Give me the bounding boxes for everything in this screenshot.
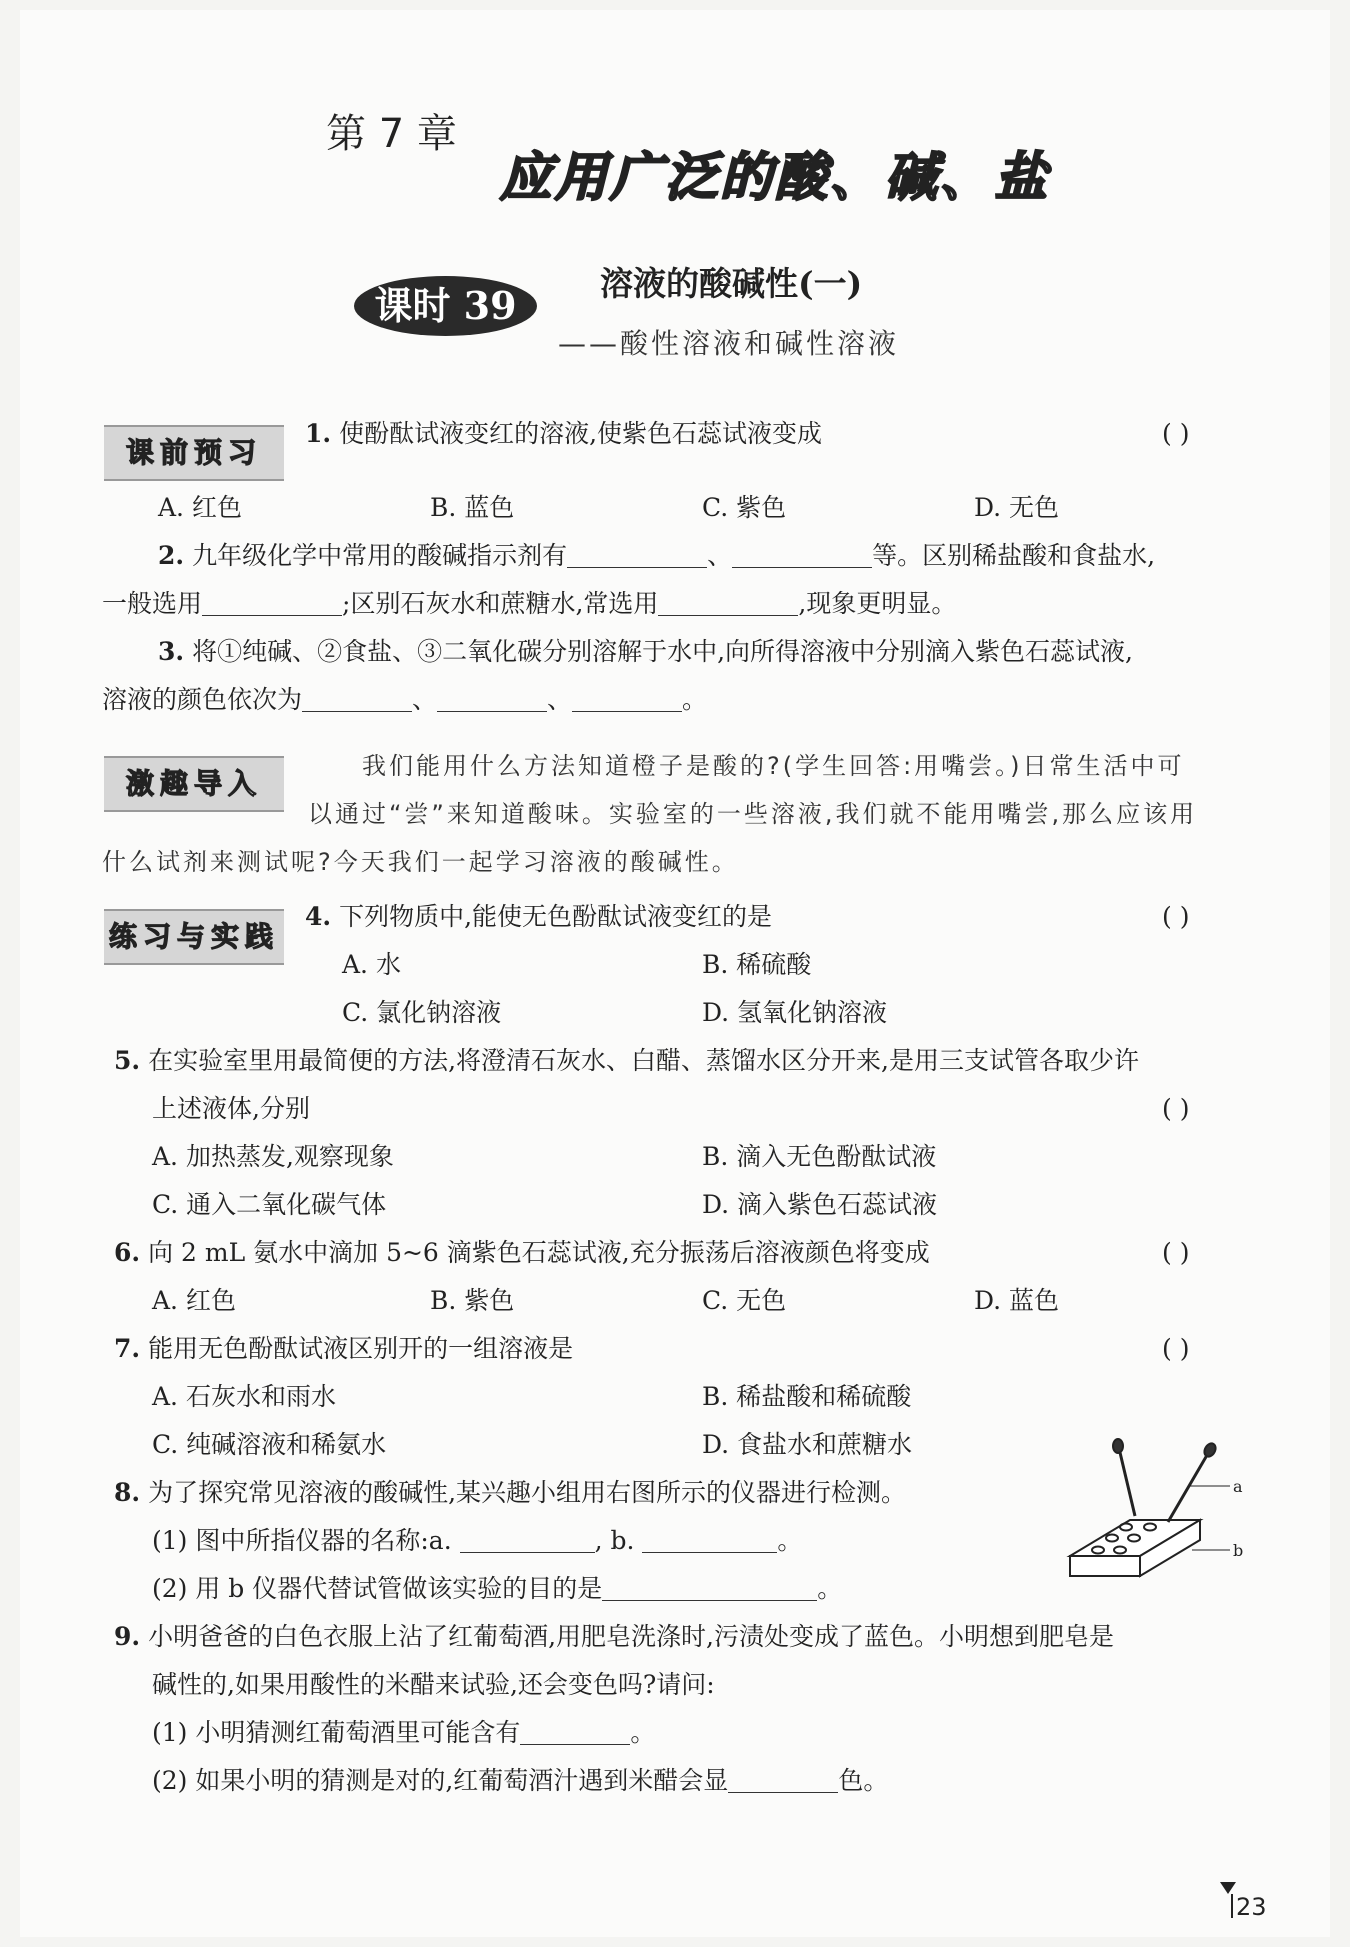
- label-a: a: [1233, 1477, 1243, 1496]
- question-4: [305, 902, 772, 932]
- question-text: 等。区别稀盐酸和食盐水,: [872, 541, 1156, 570]
- question-text: 色。: [838, 1766, 889, 1795]
- answer-blank[interactable]: [602, 1576, 817, 1601]
- question-text: 小明爸爸的白色衣服上沾了红葡萄酒,用肥皂洗涤时,污渍处变成了蓝色。小明想到肥皂是: [148, 1622, 1114, 1651]
- question-number: 2.: [158, 541, 185, 570]
- page-number: 23: [1236, 1893, 1267, 1921]
- intro-line-1: 我们能用什么方法知道橙子是酸的?(学生回答:用嘴尝。)日常生活中可: [362, 752, 1185, 780]
- intro-line-3: 什么试剂来测试呢?今天我们一起学习溶液的酸碱性。: [102, 848, 739, 876]
- option: A. 石灰水和雨水: [152, 1382, 336, 1411]
- lesson-subtitle: ——酸性溶液和碱性溶液: [558, 327, 900, 360]
- dropper: [1118, 1444, 1135, 1516]
- separator: 。: [682, 685, 708, 714]
- question-text: (2) 如果小明的猜测是对的,红葡萄酒汁遇到米醋会显: [152, 1766, 729, 1795]
- question-8: [114, 1478, 906, 1508]
- question-text: 溶液的颜色依次为: [102, 685, 303, 714]
- question-5-line-2: 上述液体,分别: [152, 1094, 310, 1123]
- section-tag-practice: 练习与实践: [104, 909, 284, 965]
- question-9-part-2: [152, 1766, 888, 1796]
- option: C. 纯碱溶液和稀氨水: [152, 1430, 387, 1459]
- page-marker-icon: [1218, 1880, 1238, 1920]
- question-3: [158, 637, 1133, 667]
- question-number: 7.: [114, 1334, 141, 1363]
- question-number: 4.: [305, 902, 332, 931]
- question-number: 9.: [114, 1622, 141, 1651]
- option: A. 加热蒸发,观察现象: [152, 1142, 394, 1171]
- question-text: ,现象更明显。: [798, 589, 957, 618]
- answer-blank[interactable]: [460, 1528, 595, 1553]
- separator: 、: [547, 685, 573, 714]
- question-9-line-2: 碱性的,如果用酸性的米醋来试验,还会变色吗?请问:: [152, 1670, 715, 1699]
- question-text: 能用无色酚酞试液区别开的一组溶液是: [148, 1334, 574, 1363]
- option: D. 无色: [974, 493, 1060, 522]
- answer-paren: ( ): [1162, 902, 1190, 931]
- question-5: [114, 1046, 1139, 1076]
- chapter-title: 应用广泛的酸、碱、盐: [500, 148, 1051, 208]
- option: C. 紫色: [702, 493, 787, 522]
- question-text: (2) 用 b 仪器代替试管做该实验的目的是: [152, 1574, 603, 1603]
- question-number: 5.: [114, 1046, 141, 1075]
- answer-paren: ( ): [1162, 1094, 1190, 1123]
- answer-paren: ( ): [1162, 1334, 1190, 1363]
- question-text: 九年级化学中常用的酸碱指示剂有: [192, 541, 568, 570]
- question-number: 1.: [305, 419, 332, 448]
- option: D. 食盐水和蔗糖水: [702, 1430, 913, 1459]
- question-3-line-2: [102, 685, 707, 715]
- answer-blank[interactable]: [567, 543, 707, 568]
- separator: 。: [817, 1574, 843, 1603]
- answer-blank[interactable]: [658, 591, 798, 616]
- question-text: 在实验室里用最简便的方法,将澄清石灰水、白醋、蒸馏水区分开来,是用三支试管各取少许: [148, 1046, 1139, 1075]
- option: B. 蓝色: [430, 493, 515, 522]
- lesson-badge: 课时 39: [354, 276, 537, 336]
- answer-blank[interactable]: [728, 1768, 838, 1793]
- answer-blank[interactable]: [302, 687, 412, 712]
- answer-blank[interactable]: [732, 543, 872, 568]
- question-text: (1) 图中所指仪器的名称:a.: [152, 1526, 452, 1555]
- question-text: 为了探究常见溶液的酸碱性,某兴趣小组用右图所示的仪器进行检测。: [148, 1478, 907, 1507]
- label-b: b: [1233, 1541, 1244, 1560]
- separator: 。: [630, 1718, 656, 1747]
- option: B. 稀硫酸: [702, 950, 812, 979]
- question-number: 3.: [158, 637, 185, 666]
- question-2: [158, 541, 1155, 571]
- chapter-label: 第 7 章: [326, 111, 457, 157]
- option: C. 无色: [702, 1286, 787, 1315]
- section-tag-preview: 课前预习: [104, 425, 284, 481]
- option: B. 滴入无色酚酞试液: [702, 1142, 937, 1171]
- question-text: 向 2 mL 氨水中滴加 5~6 滴紫色石蕊试液,充分振荡后溶液颜色将变成: [148, 1238, 930, 1267]
- option: A. 红色: [158, 493, 242, 522]
- question-text: , b.: [594, 1526, 635, 1555]
- section-tag-intro: 激趣导入: [104, 756, 284, 812]
- separator: 、: [707, 541, 733, 570]
- question-9-part-1: [152, 1718, 655, 1748]
- question-7: [114, 1334, 573, 1364]
- question-text: 一般选用: [102, 589, 203, 618]
- question-text: 使酚酞试液变红的溶液,使紫色石蕊试液变成: [339, 419, 823, 448]
- question-1: [305, 419, 822, 449]
- option: D. 氢氧化钠溶液: [702, 998, 888, 1027]
- answer-blank[interactable]: [437, 687, 547, 712]
- option: A. 水: [342, 950, 401, 979]
- question-text: (1) 小明猜测红葡萄酒里可能含有: [152, 1718, 521, 1747]
- question-text: ;区别石灰水和蔗糖水,常选用: [342, 589, 659, 618]
- question-9: [114, 1622, 1114, 1652]
- question-2-line-2: [102, 589, 956, 619]
- question-text: 将①纯碱、②食盐、③二氧化碳分别溶解于水中,向所得溶液中分别滴入紫色石蕊试液,: [192, 637, 1133, 666]
- option: B. 紫色: [430, 1286, 515, 1315]
- spot-plate-illustration: [1060, 1438, 1250, 1608]
- question-number: 6.: [114, 1238, 141, 1267]
- answer-blank[interactable]: [572, 687, 682, 712]
- separator: 。: [777, 1526, 803, 1555]
- answer-blank[interactable]: [520, 1720, 630, 1745]
- question-6: [114, 1238, 930, 1268]
- intro-line-2: 以通过“尝”来知道酸味。实验室的一些溶液,我们就不能用嘴尝,那么应该用: [308, 800, 1198, 828]
- question-text: 下列物质中,能使无色酚酞试液变红的是: [339, 902, 773, 931]
- option: B. 稀盐酸和稀硫酸: [702, 1382, 912, 1411]
- question-8-part-2: [152, 1574, 842, 1604]
- lesson-title: 溶液的酸碱性(一): [600, 264, 863, 303]
- separator: 、: [412, 685, 438, 714]
- answer-paren: ( ): [1162, 419, 1190, 448]
- option: C. 氯化钠溶液: [342, 998, 502, 1027]
- option: D. 滴入紫色石蕊试液: [702, 1190, 938, 1219]
- answer-blank[interactable]: [202, 591, 342, 616]
- option: D. 蓝色: [974, 1286, 1060, 1315]
- option: A. 红色: [152, 1286, 236, 1315]
- question-8-part-1: [152, 1526, 802, 1556]
- answer-paren: ( ): [1162, 1238, 1190, 1267]
- option: C. 通入二氧化碳气体: [152, 1190, 387, 1219]
- answer-blank[interactable]: [642, 1528, 777, 1553]
- question-number: 8.: [114, 1478, 141, 1507]
